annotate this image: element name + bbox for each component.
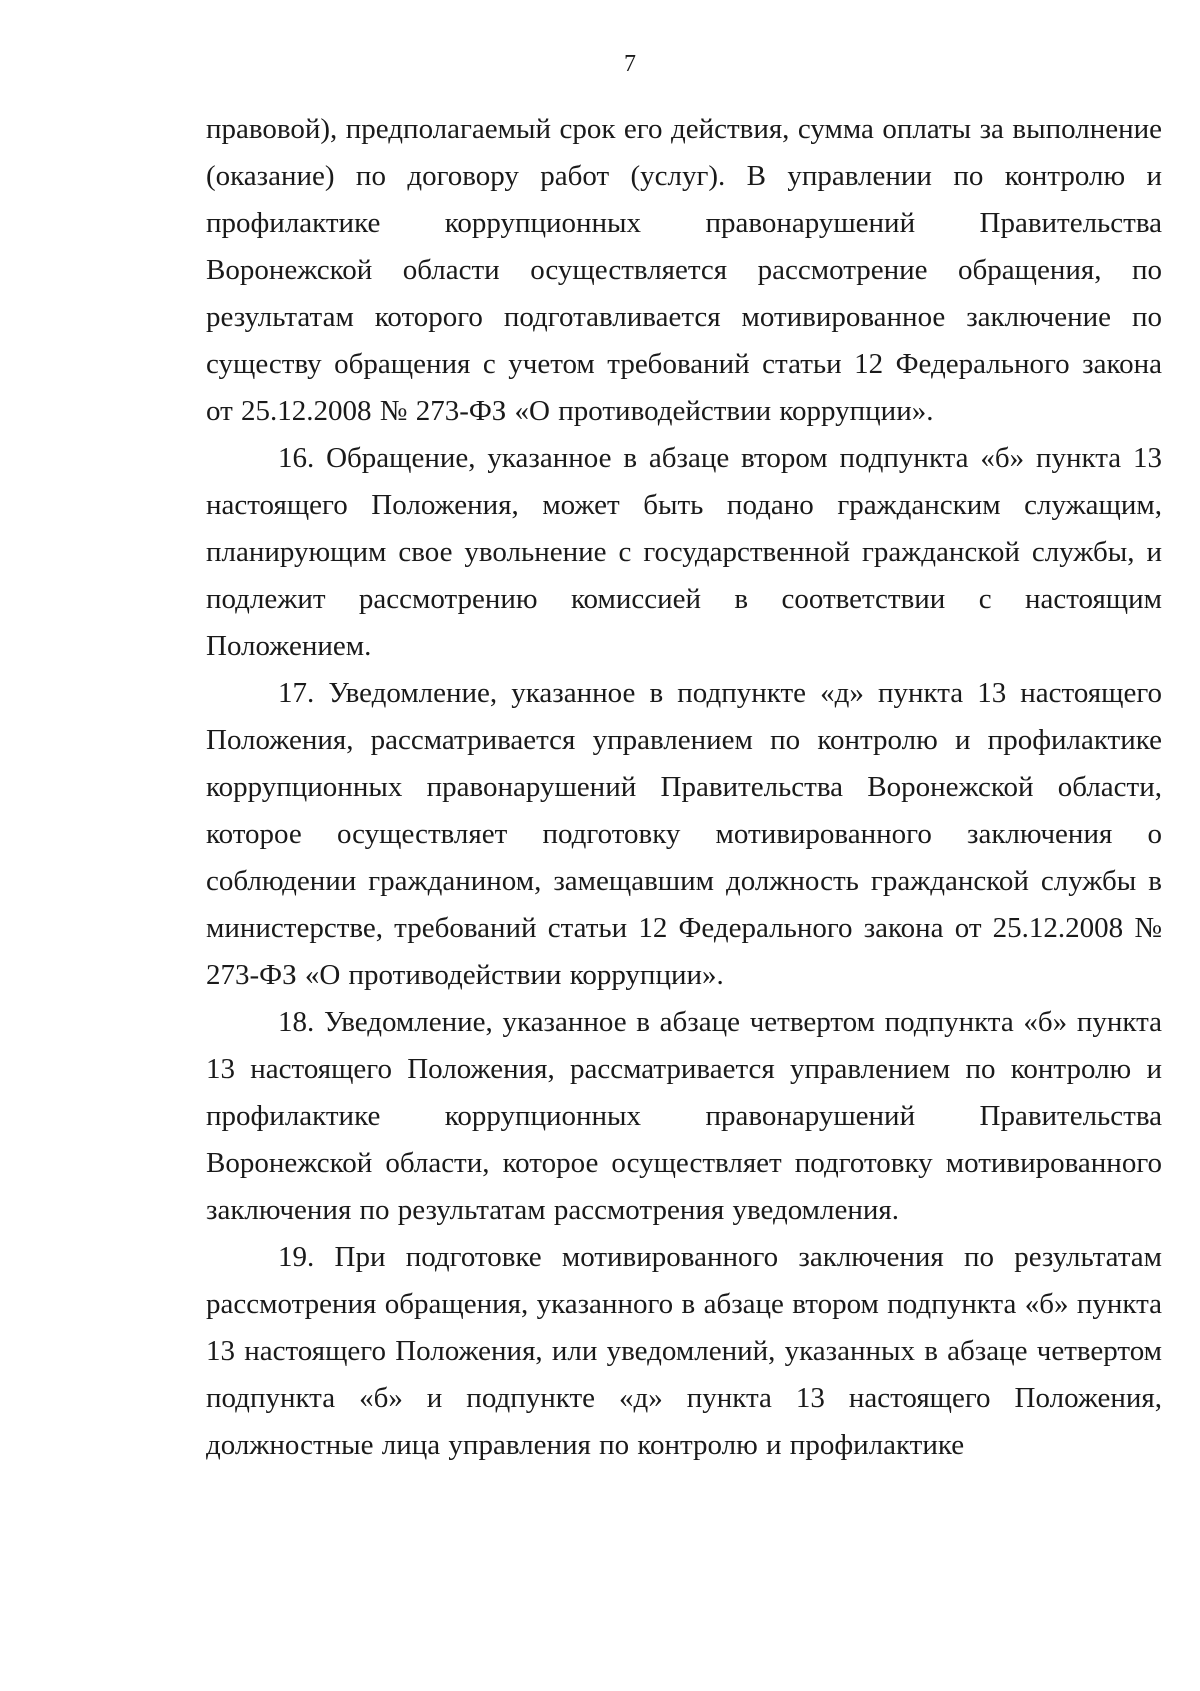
paragraph-item-17: 17. Уведомление, указанное в подпункте «д» пункта 13 настоящего Положения, рассматривается управлением по контролю и профилактике коррупционных правонарушений Правительства Воронежской области, которое осуществляет подготовку мотивированного заключения о соблюдении гражданином, замещавшим должность гражданской службы в министерстве, требований статьи 12 Федерального закона от 25.12.2008 № 273-ФЗ «О противодействии коррупции».: [206, 677, 1162, 991]
paragraph-item-19: 19. При подготовке мотивированного заключения по результатам рассмотрения обращения, указанного в абзаце втором подпункта «б» пункта 13 настоящего Положения, или уведомлений, указанных в абзаце четвертом подпункта «б» и подпункте «д» пункта 13 настоящего Положения, должностные лица управления по контролю и профилактике: [206, 1241, 1162, 1461]
paragraph-item-16: 16. Обращение, указанное в абзаце втором подпункта «б» пункта 13 настоящего Положения, может быть подано гражданским служащим, планирующим свое увольнение с государственной гражданской службы, и подлежит рассмотрению комиссией в соответствии с настоящим Положением.: [206, 442, 1162, 662]
paragraph-item-18: 18. Уведомление, указанное в абзаце четвертом подпункта «б» пункта 13 настоящего Положения, рассматривается управлением по контролю и профилактике коррупционных правонарушений Правительства Воронежской области, которое осуществляет подготовку мотивированного заключения по результатам рассмотрения уведомления.: [206, 1006, 1162, 1226]
paragraph-continuation: правовой), предполагаемый срок его действия, сумма оплаты за выполнение (оказание) по договору работ (услуг). В управлении по контролю и профилактике коррупционных правонарушений Правительства Воронежской области осуществляется рассмотрение обращения, по результатам которого подготавливается мотивированное заключение по существу обращения с учетом требований статьи 12 Федерального закона от 25.12.2008 № 273-ФЗ «О противодействии коррупции».: [206, 113, 1162, 427]
document-body: [206, 106, 1162, 1469]
page-number: 7: [624, 51, 636, 77]
